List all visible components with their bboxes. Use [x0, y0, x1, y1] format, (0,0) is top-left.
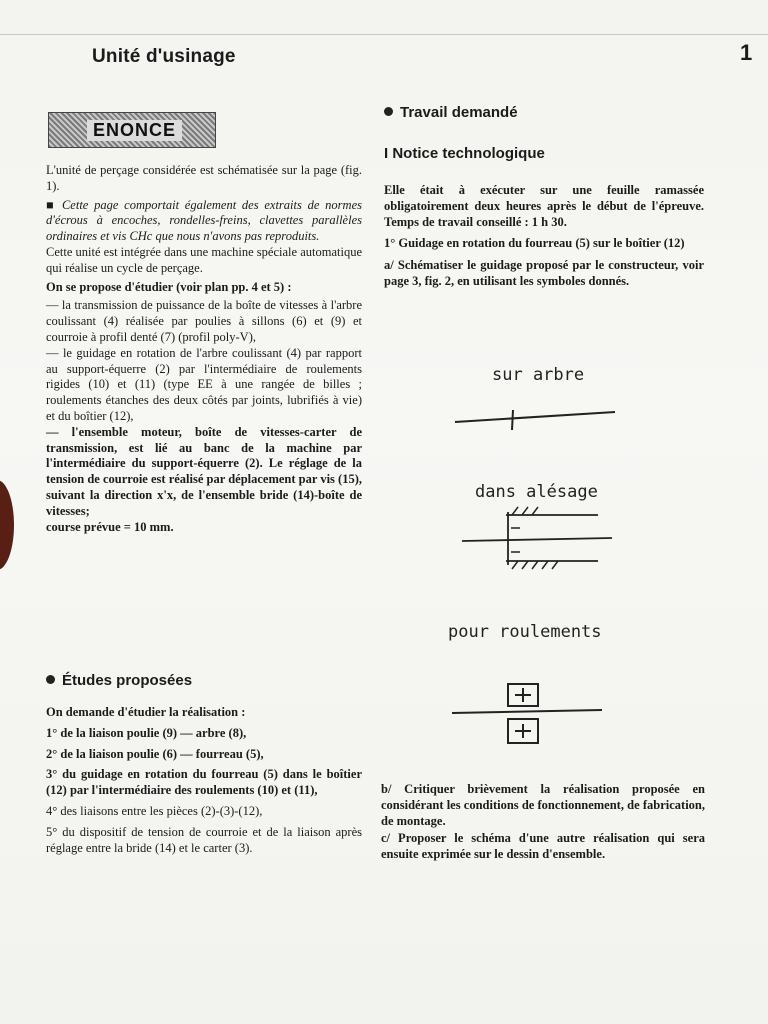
etudes-item-2: 2° de la liaison poulie (6) — fourreau (5), [46, 746, 264, 761]
notice-heading: I Notice technologique [384, 145, 545, 162]
enonce-label: ENONCE [87, 120, 182, 141]
travail-b: b/ Critiquer brièvement la réalisation proposée en considérant les conditions de fonctionnement, de fabrication, de montage. [381, 782, 705, 828]
travail-c: c/ Proposer le schéma d'une autre réalisation qui sera ensuite exprimée sur le dessin d'ensemble. [381, 831, 705, 862]
enonce-item-2: — le guidage en rotation de l'arbre coulissant (4) par rapport au support-équerre (2) par l'intermédiaire de roulements rigides (10) et (11) (type EE à une rangée de billes ; roulements étanches des deux côtés par joints, lubrifiés à vie) et du boîtier (12), [46, 345, 362, 423]
bearing-symbol [452, 684, 602, 743]
enonce-propose: On se propose d'étudier (voir plan pp. 4 et 5) : [46, 279, 292, 294]
enonce-note: ■ Cette page comportait également des extraits de normes d'écrous à encoches, rondelles-freins, clavettes parallèles ordinaires et vis CHc que nous n'avons pas reproduits. [46, 197, 362, 244]
enonce-item-1: — la transmission de puissance de la boîte de vitesses à l'arbre coulissant (4) réalisée par poulies à sillons (6) et (9) et courroie à profil denté (7) (profil poly-V), [46, 298, 362, 344]
travail-section-b-c [381, 782, 705, 865]
shaft-symbol [455, 410, 615, 430]
etudes-intro: On demande d'étudier la réalisation : [46, 705, 246, 719]
document-title: Unité d'usinage [92, 46, 236, 67]
label-dans-alesage: dans alésage [475, 482, 598, 502]
enonce-item-3: — l'ensemble moteur, boîte de vitesses-carter de transmission, est lié au banc de la machine par l'intermédiaire du support-équerre (2). Le réglage de la tension de courroie est réalisé par déplacement par vis (15), suivant la direction x'x, de l'ensemble bride (14)-boîte de vitesses; [46, 424, 362, 518]
enonce-intro: L'unité de perçage considérée est schématisée sur la page (fig. 1). [46, 163, 362, 193]
etudes-item-4: 4° des liaisons entre les pièces (2)-(3)-(12), [46, 803, 263, 818]
etudes-item-5: 5° du dispositif de tension de courroie et de la liaison après réglage entre la bride (14) et le carter (3). [46, 824, 362, 855]
etudes-item-3: 3° du guidage en rotation du fourreau (5) dans le boîtier (12) par l'intermédiaire des roulements (10) et (11), [46, 767, 362, 798]
travail-a: a/ Schématiser le guidage proposé par le constructeur, voir page 3, fig. 2, en utilisant les symboles donnés. [384, 258, 704, 288]
enonce-machine: Cette unité est intégrée dans une machine spéciale automatique qui réalise un cycle de perçage. [46, 244, 362, 275]
travail-heading: Travail demandé [384, 104, 518, 121]
bore-symbol [462, 507, 612, 569]
label-sur-arbre: sur arbre [492, 365, 585, 385]
label-pour-roulements: pour roulements [448, 622, 602, 642]
travail-guidage: 1° Guidage en rotation du fourreau (5) sur le boîtier (12) [384, 236, 685, 251]
etudes-item-1: 1° de la liaison poulie (9) — arbre (8), [46, 725, 247, 740]
etudes-heading: Études proposées [46, 672, 192, 689]
page-number: 1 [740, 40, 753, 65]
enonce-course: course prévue = 10 mm. [46, 519, 174, 534]
travail-intro: Elle était à exécuter sur une feuille ramassée obligatoirement deux heures après le début de l'épreuve. Temps de travail conseillé : 1 h 30. [384, 183, 704, 229]
